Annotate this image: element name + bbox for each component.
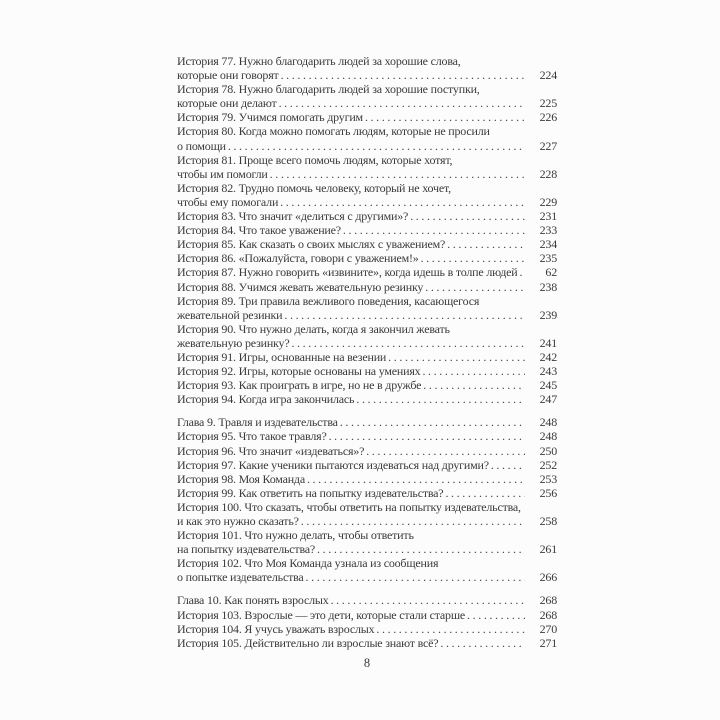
toc-page-number: 268 bbox=[539, 607, 557, 622]
toc-leader-dots bbox=[447, 237, 525, 251]
toc-entry-line bbox=[177, 322, 557, 336]
toc-entry-text: История 87. Нужно говорить «извините», когда идешь в толпе людей bbox=[177, 265, 518, 280]
toc-page-number: 239 bbox=[539, 307, 557, 322]
page-footer-number: 8 bbox=[363, 656, 371, 670]
toc-entry-line bbox=[177, 209, 557, 223]
toc-page-number: 234 bbox=[539, 237, 557, 252]
toc-entry-line bbox=[177, 167, 557, 181]
toc-leader-dots bbox=[356, 392, 525, 406]
toc-page-number: 229 bbox=[539, 194, 557, 209]
toc-page-number: 270 bbox=[539, 621, 557, 636]
toc-leader-dots bbox=[376, 622, 525, 636]
toc-leader-dots bbox=[270, 167, 525, 181]
toc-page-number: 238 bbox=[539, 279, 557, 294]
toc-entry-line bbox=[177, 181, 557, 195]
toc-entry-line bbox=[177, 364, 557, 378]
toc-entry-text: История 91. Игры, основанные на везении bbox=[177, 349, 387, 364]
toc-entry-line bbox=[177, 251, 557, 265]
toc-entry-story bbox=[177, 223, 557, 237]
toc-entry-story bbox=[177, 608, 557, 622]
toc-page-number: 62 bbox=[545, 265, 557, 280]
toc-page-number: 248 bbox=[539, 415, 557, 430]
toc-entry-story bbox=[177, 350, 557, 364]
toc-entry-text: История 96. Что значит «издеваться»? bbox=[177, 443, 365, 458]
toc-entry-line bbox=[177, 556, 557, 570]
toc-entry-line bbox=[177, 237, 557, 251]
toc-entry-text: о помощи bbox=[177, 138, 226, 153]
toc-entry-text: История 77. Нужно благодарить людей за хорошие слова, bbox=[177, 54, 461, 68]
toc-entry-line bbox=[177, 350, 557, 364]
toc-entry-line bbox=[177, 153, 557, 167]
toc-page-number: 233 bbox=[539, 223, 557, 238]
toc-entry-text: жевательную резинку? bbox=[177, 335, 290, 350]
toc-entry-line bbox=[177, 486, 557, 500]
toc-leader-dots bbox=[279, 96, 525, 110]
toc-entry-line bbox=[177, 308, 557, 322]
toc-leader-dots bbox=[388, 350, 525, 364]
toc-entry-text: которые они говорят bbox=[177, 68, 279, 83]
toc-page-number: 241 bbox=[539, 335, 557, 350]
toc-entry-line bbox=[177, 528, 557, 542]
toc-entry-text: которые они делают bbox=[177, 96, 277, 111]
toc-page-number: 225 bbox=[539, 96, 557, 111]
toc-entry-text: Глава 9. Травля и издевательства bbox=[177, 415, 338, 430]
toc-leader-dots bbox=[228, 139, 525, 153]
toc-entry-line bbox=[177, 110, 557, 124]
toc-entry-line bbox=[177, 444, 557, 458]
toc-entry-line bbox=[177, 636, 557, 650]
toc-leader-dots bbox=[301, 514, 525, 528]
toc-entry-text: История 85. Как сказать о своих мыслях с уважением? bbox=[177, 237, 446, 252]
toc-entry-text: История 81. Проще всего помочь людям, которые хотят, bbox=[177, 152, 453, 167]
toc-entry-text: История 101. Что нужно делать, чтобы ответить bbox=[177, 528, 414, 543]
toc-entry-text: История 95. Что такое травля? bbox=[177, 429, 327, 444]
toc-entry-text: История 98. Моя Команда bbox=[177, 471, 305, 486]
toc-leader-dots bbox=[340, 415, 525, 429]
toc-entry-chapter bbox=[177, 593, 557, 607]
toc-page-number: 231 bbox=[539, 209, 557, 224]
toc-entry-text: чтобы им помогли bbox=[177, 166, 268, 181]
toc-page-number: 224 bbox=[539, 68, 557, 83]
toc-entry-story bbox=[177, 622, 557, 636]
toc-leader-dots bbox=[423, 378, 525, 392]
toc-entry-text: жевательной резинки bbox=[177, 307, 283, 322]
toc-entry-story bbox=[177, 444, 557, 458]
toc-entry-line bbox=[177, 336, 557, 350]
toc-entry-story bbox=[177, 378, 557, 392]
toc-entry-story bbox=[177, 54, 557, 82]
toc-leader-dots bbox=[425, 280, 525, 294]
toc-entry-story bbox=[177, 429, 557, 443]
toc-leader-dots bbox=[467, 608, 525, 622]
toc-entry-story bbox=[177, 636, 557, 650]
toc-page-number: 261 bbox=[539, 542, 557, 557]
toc-entry-story bbox=[177, 251, 557, 265]
toc-entry-text: История 79. Учимся помогать другим bbox=[177, 110, 363, 125]
toc-entry-story bbox=[177, 280, 557, 294]
toc-leader-dots bbox=[491, 458, 525, 472]
toc-entry-story bbox=[177, 181, 557, 209]
toc-entry-line bbox=[177, 570, 557, 584]
toc-leader-dots bbox=[520, 265, 525, 279]
toc-entry-text: История 93. Как проиграть в игре, но не в дружбе bbox=[177, 378, 422, 393]
toc-entry-text: История 80. Когда можно помогать людям, которые не просили bbox=[177, 124, 490, 139]
toc-entry-story bbox=[177, 458, 557, 472]
toc-page-number: 256 bbox=[539, 485, 557, 500]
toc-entry-text: Глава 10. Как понять взрослых bbox=[177, 593, 329, 608]
toc-entry-line bbox=[177, 415, 557, 429]
toc-entry-line bbox=[177, 608, 557, 622]
toc-entry-line bbox=[177, 223, 557, 237]
toc-leader-dots bbox=[445, 486, 525, 500]
toc-entry-line bbox=[177, 500, 557, 514]
toc-leader-dots bbox=[440, 636, 525, 650]
toc-entry-line bbox=[177, 54, 557, 68]
toc-entry-story bbox=[177, 153, 557, 181]
toc-page-number: 252 bbox=[539, 457, 557, 472]
toc-entry-text: История 94. Когда игра закончилась bbox=[177, 392, 355, 407]
toc-entry-line bbox=[177, 265, 557, 279]
toc-entry-text: История 82. Трудно помочь человеку, который не хочет, bbox=[177, 180, 451, 195]
toc-entry-story bbox=[177, 472, 557, 486]
toc-page-number: 253 bbox=[539, 471, 557, 486]
toc-entry-line bbox=[177, 593, 557, 607]
toc-entry-line bbox=[177, 195, 557, 209]
toc-page-number: 247 bbox=[539, 392, 557, 407]
toc-page-number: 243 bbox=[539, 364, 557, 379]
toc-entry-line bbox=[177, 392, 557, 406]
toc-page-number: 242 bbox=[539, 349, 557, 364]
toc-entry-line bbox=[177, 429, 557, 443]
toc-page-number: 268 bbox=[539, 593, 557, 608]
toc-entry-line bbox=[177, 280, 557, 294]
toc-entry-line bbox=[177, 378, 557, 392]
toc-entry-text: История 78. Нужно благодарить людей за хорошие поступки, bbox=[177, 82, 480, 97]
toc-entry-story bbox=[177, 209, 557, 223]
toc-page-number: 266 bbox=[539, 570, 557, 585]
toc-entry-story bbox=[177, 265, 557, 279]
toc-leader-dots bbox=[307, 472, 525, 486]
toc-leader-dots bbox=[291, 336, 525, 350]
toc-entry-text: о попытке издевательства bbox=[177, 570, 304, 585]
toc-entry-story bbox=[177, 110, 557, 124]
toc-leader-dots bbox=[306, 570, 525, 584]
toc-entry-text: История 83. Что значит «делиться с другими»? bbox=[177, 209, 409, 224]
toc-entry-text: чтобы ему помогали bbox=[177, 194, 279, 209]
toc-entry-story bbox=[177, 392, 557, 406]
toc-entry-text: История 103. Взрослые — это дети, которые стали старше bbox=[177, 607, 466, 622]
toc-entry-story bbox=[177, 528, 557, 556]
toc-entry-text: История 86. «Пожалуйста, говори с уважением!» bbox=[177, 251, 419, 266]
toc-entry-line bbox=[177, 472, 557, 486]
toc-entry-line bbox=[177, 68, 557, 82]
toc-entry-text: на попытку издевательства? bbox=[177, 542, 316, 557]
toc-leader-dots bbox=[343, 223, 525, 237]
toc-leader-dots bbox=[410, 209, 525, 223]
toc-leader-dots bbox=[317, 542, 525, 556]
toc-leader-dots bbox=[331, 593, 525, 607]
toc-entry-text: История 89. Три правила вежливого поведения, касающегося bbox=[177, 293, 480, 308]
toc-leader-dots bbox=[422, 364, 525, 378]
toc-entry-story bbox=[177, 124, 557, 152]
toc-entry-text: История 99. Как ответить на попытку издевательства? bbox=[177, 485, 444, 500]
toc-entry-line bbox=[177, 294, 557, 308]
toc-entry-line bbox=[177, 124, 557, 138]
toc-entry-line bbox=[177, 139, 557, 153]
toc-entry-line bbox=[177, 458, 557, 472]
toc-entry-story bbox=[177, 294, 557, 322]
toc-leader-dots bbox=[280, 195, 525, 209]
toc-leader-dots bbox=[284, 308, 525, 322]
toc-page-number: 248 bbox=[539, 429, 557, 444]
table-of-contents bbox=[177, 54, 557, 650]
toc-entry-story bbox=[177, 500, 557, 528]
toc-entry-story bbox=[177, 322, 557, 350]
toc-entry-story bbox=[177, 82, 557, 110]
toc-leader-dots bbox=[365, 110, 525, 124]
toc-entry-text: История 88. Учимся жевать жевательную резинку bbox=[177, 279, 424, 294]
toc-page-number: 245 bbox=[539, 378, 557, 393]
toc-entry-story bbox=[177, 486, 557, 500]
toc-entry-text: История 97. Какие ученики пытаются издеваться над другими? bbox=[177, 457, 489, 472]
toc-leader-dots bbox=[421, 251, 525, 265]
toc-entry-text: История 104. Я учусь уважать взрослых bbox=[177, 621, 375, 636]
toc-page-number: 227 bbox=[539, 138, 557, 153]
toc-page-number: 250 bbox=[539, 443, 557, 458]
toc-entry-line bbox=[177, 622, 557, 636]
toc-entry-line bbox=[177, 96, 557, 110]
toc-entry-text: и как это нужно сказать? bbox=[177, 514, 299, 528]
toc-leader-dots bbox=[366, 444, 525, 458]
toc-entry-line bbox=[177, 514, 557, 528]
toc-entry-story bbox=[177, 556, 557, 584]
toc-entry-line bbox=[177, 542, 557, 556]
toc-entry-chapter bbox=[177, 415, 557, 429]
toc-page-number: 235 bbox=[539, 251, 557, 266]
toc-entry-story bbox=[177, 237, 557, 251]
toc-entry-text: История 105. Действительно ли взрослые знают всё? bbox=[177, 635, 439, 650]
toc-entry-text: История 92. Игры, которые основаны на умениях bbox=[177, 364, 421, 379]
toc-leader-dots bbox=[329, 429, 525, 443]
toc-page-number: 228 bbox=[539, 166, 557, 181]
toc-entry-story bbox=[177, 364, 557, 378]
toc-page-number: 258 bbox=[539, 514, 557, 528]
toc-leader-dots bbox=[281, 68, 525, 82]
toc-entry-text: История 84. Что такое уважение? bbox=[177, 223, 341, 238]
toc-page-number: 226 bbox=[539, 110, 557, 125]
toc-entry-text: История 102. Что Моя Команда узнала из сообщения bbox=[177, 556, 439, 571]
toc-page-number: 271 bbox=[539, 635, 557, 650]
toc-entry-text: История 90. Что нужно делать, когда я закончил жевать bbox=[177, 321, 450, 336]
toc-entry-line bbox=[177, 82, 557, 96]
toc-entry-text: История 100. Что сказать, чтобы ответить на попытку издевательства, bbox=[177, 499, 521, 514]
